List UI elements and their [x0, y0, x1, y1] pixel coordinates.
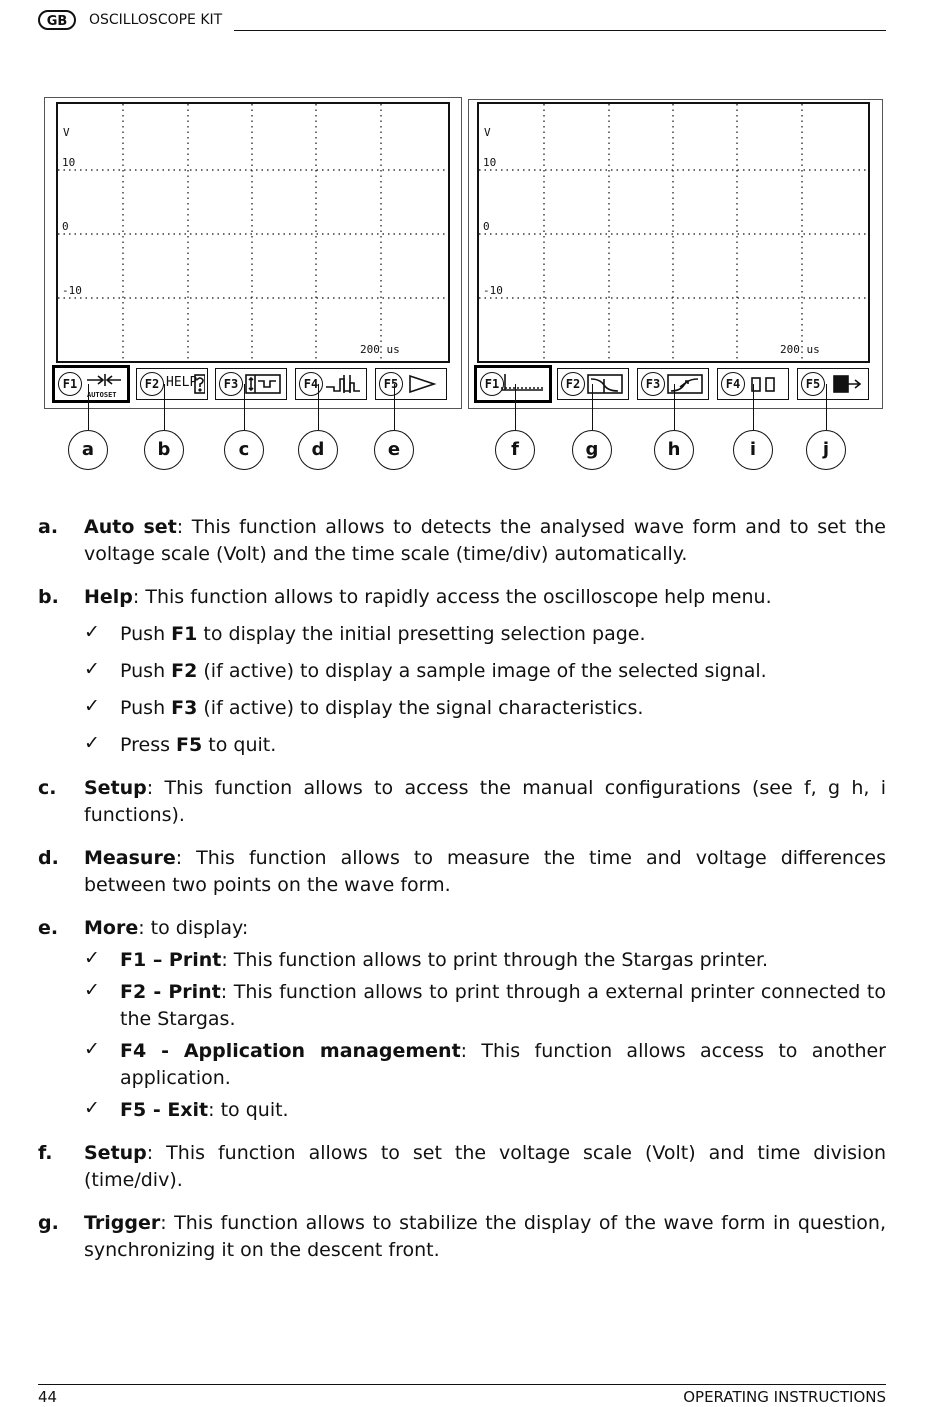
definition-text [84, 514, 886, 568]
checkmark-icon: ✓ [84, 979, 100, 1001]
bullet-text [120, 979, 886, 1033]
function-key-number: F2 [561, 372, 585, 396]
function-key-number: F1 [480, 372, 504, 396]
plot-area [56, 102, 450, 363]
axis-label-zero: 0 [483, 220, 490, 233]
definition-body [84, 514, 886, 568]
definition-item [38, 845, 886, 899]
callout-leader [826, 384, 827, 430]
checkmark-icon: ✓ [84, 621, 100, 643]
bullet-text [120, 1097, 886, 1124]
function-key-f3[interactable] [215, 368, 287, 400]
callout-d: d [298, 430, 338, 470]
oscilloscope-screens-figure [0, 0, 950, 480]
function-key-f5[interactable] [797, 368, 869, 400]
bullet-key: F5 [176, 734, 203, 756]
function-key-f2[interactable] [557, 368, 629, 400]
callout-g: g [572, 430, 612, 470]
bullet-item [84, 621, 886, 648]
function-key-label: HELP [166, 375, 198, 390]
bullet-item [84, 658, 886, 685]
bullet-key: F2 - Print [120, 981, 221, 1003]
bullet-key: F3 [171, 697, 198, 719]
definition-letter: b. [38, 586, 59, 608]
definition-letter: d. [38, 847, 59, 869]
bullet-text [120, 732, 886, 759]
bullet-key: F2 [171, 660, 198, 682]
definition-text [84, 1140, 886, 1194]
bullet-text [120, 621, 886, 648]
bullet-item [84, 1097, 886, 1124]
callout-leader [88, 384, 89, 430]
bullet-suffix: : This function allows to print through the Stargas printer. [221, 949, 769, 971]
more-arrow-icon [404, 373, 442, 395]
definition-item [38, 775, 886, 829]
bullet-prefix: Press [120, 734, 177, 756]
definition-item [38, 915, 886, 1124]
callout-c: c [224, 430, 264, 470]
definition-body [84, 584, 886, 759]
definition-description: : This function allows to stabilize the display of the wave form in question, synchronizing it on the descent front. [84, 1212, 886, 1261]
page-footer [38, 1384, 886, 1406]
definition-body [84, 1140, 886, 1194]
bullet-suffix: : to quit. [208, 1099, 289, 1121]
function-key-f3[interactable] [637, 368, 709, 400]
function-key-number: F5 [379, 372, 403, 396]
function-key-f5[interactable] [375, 368, 447, 400]
definition-term: Auto set [84, 516, 177, 538]
bullet-prefix: Push [120, 660, 172, 682]
bullet-suffix: (if active) to display the signal characteristics. [197, 697, 644, 719]
bullet-item [84, 947, 886, 974]
checkmark-icon: ✓ [84, 658, 100, 680]
callout-leader [394, 384, 395, 430]
footer-title: OPERATING INSTRUCTIONS [683, 1388, 886, 1406]
definition-term: More [84, 917, 139, 939]
checkmark-icon: ✓ [84, 947, 100, 969]
definition-term: Setup [84, 777, 147, 799]
language-badge: GB [38, 10, 76, 30]
definition-description: : This function allows to measure the time and voltage differences between two points on the wave form. [84, 847, 886, 896]
definition-letter: g. [38, 1212, 59, 1234]
function-key-f2[interactable] [136, 368, 208, 400]
plot-grid [479, 104, 868, 361]
bullet-item [84, 732, 886, 759]
function-key-number: F4 [721, 372, 745, 396]
definition-bullets [84, 621, 886, 759]
timebase-label: 200 us [780, 343, 820, 356]
function-key-number: F5 [801, 372, 825, 396]
trigger-rising-icon [666, 373, 704, 395]
axis-unit-label: V [63, 126, 70, 139]
definition-item [38, 514, 886, 568]
callout-j: j [806, 430, 846, 470]
axis-unit-label: V [484, 126, 491, 139]
autoset-caption: AUTOSET [87, 391, 117, 399]
bullet-prefix: Push [120, 697, 172, 719]
definition-item [38, 1140, 886, 1194]
checkmark-icon: ✓ [84, 1038, 100, 1060]
function-key-f4[interactable] [295, 368, 367, 400]
axis-label-top: 10 [62, 156, 76, 169]
definition-letter: f. [38, 1142, 53, 1164]
bullet-key: F4 - Application management [120, 1040, 461, 1062]
bullet-key: F1 – Print [120, 949, 222, 971]
definition-term: Setup [84, 1142, 147, 1164]
bullet-suffix: to display the initial presetting selection page. [197, 623, 646, 645]
axis-label-top: 10 [483, 156, 497, 169]
definition-term: Measure [84, 847, 176, 869]
definition-description: : This function allows to set the voltage scale (Volt) and time division (time/div). [84, 1142, 886, 1191]
bullet-text [120, 695, 886, 722]
function-key-number: F3 [641, 372, 665, 396]
definition-bullets [84, 947, 886, 1124]
callout-leader [318, 384, 319, 430]
callout-i: i [733, 430, 773, 470]
footer-rule [38, 1384, 886, 1385]
axis-label-bottom: -10 [62, 284, 82, 297]
bullet-text [120, 1038, 886, 1092]
function-key-f1[interactable] [52, 365, 130, 403]
definition-description: : to display: [138, 917, 249, 939]
scale-setup-icon [499, 372, 545, 394]
definition-letter: c. [38, 777, 57, 799]
bullet-item [84, 1038, 886, 1092]
definition-body [84, 915, 886, 1124]
callout-e: e [374, 430, 414, 470]
checkmark-icon: ✓ [84, 695, 100, 717]
definition-letter: a. [38, 516, 59, 538]
function-key-f1[interactable] [474, 365, 552, 403]
definition-body [84, 1210, 886, 1264]
bullet-text [120, 947, 886, 974]
timebase-label: 200 us [360, 343, 400, 356]
definition-term: Trigger [84, 1212, 161, 1234]
definition-letter: e. [38, 917, 59, 939]
definition-body [84, 775, 886, 829]
callout-h: h [654, 430, 694, 470]
bullet-item [84, 695, 886, 722]
bullet-item [84, 979, 886, 1033]
callout-leader [164, 384, 165, 430]
callout-a: a [68, 430, 108, 470]
definition-description: : This function allows to detects the analysed wave form and to set the voltage scale (Volt) and the time scale (time/div) automatically. [84, 516, 886, 565]
header-title: OSCILLOSCOPE KIT [89, 12, 223, 28]
checkmark-icon: ✓ [84, 732, 100, 754]
plot-area [477, 102, 870, 363]
function-key-number: F3 [219, 372, 243, 396]
callout-leader [674, 384, 675, 430]
axis-label-zero: 0 [62, 220, 69, 233]
callout-b: b [144, 430, 184, 470]
bullet-suffix: : This function allows to print through a external printer connected to the Stargas. [120, 981, 886, 1030]
bullet-key: F5 - Exit [120, 1099, 209, 1121]
function-key-number: F1 [58, 372, 82, 396]
function-key-number: F2 [140, 372, 164, 396]
definition-description: : This function allows to access the manual configurations (see f, g h, i functions). [84, 777, 886, 826]
definition-text [84, 1210, 886, 1264]
function-key-number: F4 [299, 372, 323, 396]
checkmark-icon: ✓ [84, 1097, 100, 1119]
plot-grid [58, 104, 448, 361]
callout-leader [753, 384, 754, 430]
callout-f: f [495, 430, 535, 470]
page-number: 44 [38, 1388, 58, 1406]
bullet-suffix: : This function allows access to another application. [120, 1040, 886, 1089]
setup-icon [244, 373, 282, 395]
definition-description: : This function allows to rapidly access the oscilloscope help menu. [132, 586, 772, 608]
bullet-prefix: Push [120, 623, 172, 645]
measure-icon [324, 373, 362, 395]
definition-text [84, 775, 886, 829]
exit-icon [826, 373, 864, 395]
definition-term: Help [84, 586, 133, 608]
definition-text [84, 915, 886, 942]
bullet-suffix: (if active) to display a sample image of the selected signal. [197, 660, 767, 682]
bullet-suffix: to quit. [202, 734, 277, 756]
axis-label-bottom: -10 [483, 284, 503, 297]
pause-icon [746, 373, 784, 395]
definition-item [38, 584, 886, 759]
bullet-text [120, 658, 886, 685]
bullet-key: F1 [171, 623, 198, 645]
callout-leader [244, 384, 245, 430]
callout-leader [515, 384, 516, 430]
definition-body [84, 845, 886, 899]
definition-item [38, 1210, 886, 1264]
function-definitions [38, 514, 886, 1280]
definition-text [84, 584, 886, 611]
callout-leader [592, 384, 593, 430]
definition-text [84, 845, 886, 899]
